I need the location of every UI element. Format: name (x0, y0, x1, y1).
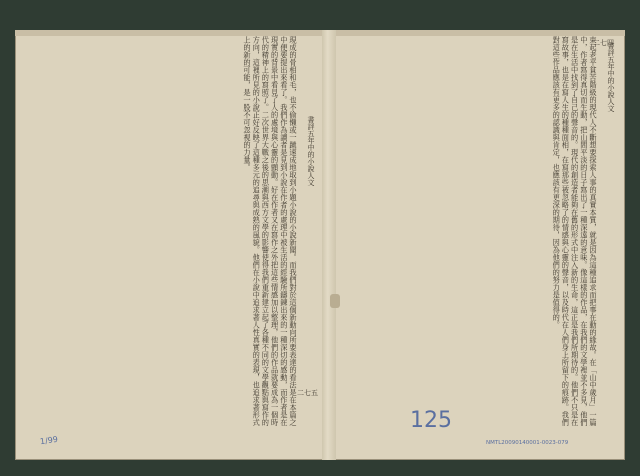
handwritten-left-number: 1/99 (39, 434, 59, 447)
book-gutter (322, 30, 336, 460)
left-page-text: 現成的骨相和毛，也不偷懶或一蹴速成地取到小題小說的小說新聞。而我們對於這個新動向所要表達的看法是在本篇之中便要提出來看了。我們作為讀者是見到小說在作者的處理中被生活的經驗所鑄鍊出來的一種深切的感動，而作者是在現實的背景中看見了人的處境與心靈的顫動。好在作者又在寫作之外把這些情感加以整理，他們的作品就要成為一個時代的精神上的寫照了。二次世界大戰之後的思潮與西方文學的影響使得我們重新建立起了各種不同的文學觀點與寫作的方向，這裡所見的小說正好反映了這種多元的追尋與成熟的風貌。他們在小說中追求著人性真實的表現，也追求著形式上的新的可能，是一股不可忽視的力量。 (242, 36, 298, 426)
left-page (24, 36, 320, 454)
paper-damage-mark (330, 294, 340, 308)
right-page (338, 36, 620, 454)
right-running-head: 書評五年中的小說人文 (607, 42, 615, 112)
right-page-text: 束起老平貧苦階級的現代人不斷想要探索人事的真實本質，就是因為這種追求而把事在動的緣故。在「山中歲月」一篇中，作者寫得真切而生動，把山間平淡的日子寫出了一種深遠的意味。像這樣的作品，在我們的文學裡並不多見，他們是在生活中找到了自己的聲音的。現代的創造者能夠在舊的形式中注入新的生命，這正是我們所期待的。他們不只是在寫故事，也是在寫人生的種種面相，在寫那些被忽略了的情感與心靈的聲音，以及時代在人們身上所留下的痕跡。我們對這些作品應該有更多的認識與肯定，也應該有更深的期待，因為他們的努力是值得的。 (552, 36, 598, 426)
left-page-number: 二七五 (297, 389, 318, 397)
catalog-code: NMTL20090140001-0023-079 (486, 440, 569, 446)
right-page-number: 二七四 (593, 39, 614, 47)
left-running-head: 書評五年中的小說人文 (307, 116, 315, 186)
handwritten-center-number: 125 (410, 408, 452, 433)
